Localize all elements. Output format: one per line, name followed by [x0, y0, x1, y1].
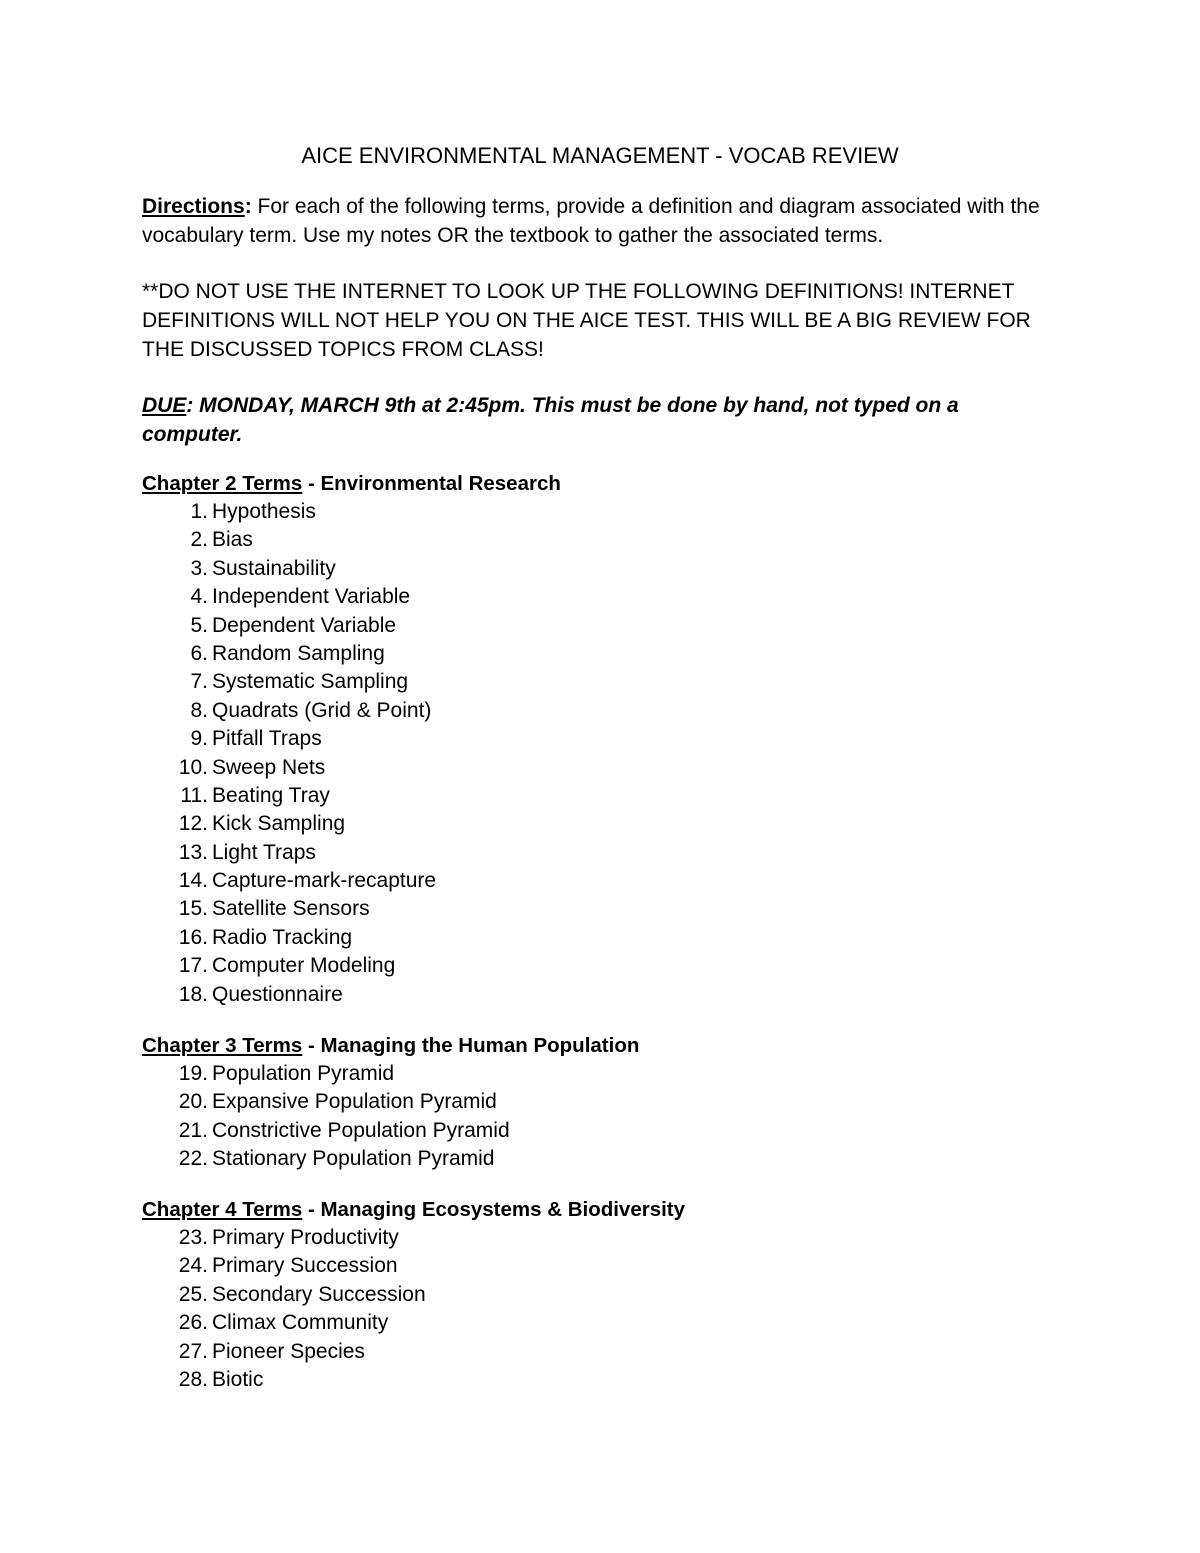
term-number: 19. [178, 1062, 208, 1085]
term-text: Sweep Nets [212, 755, 326, 779]
term-number: 21. [178, 1118, 208, 1142]
term-text: Pioneer Species [212, 1339, 365, 1363]
term-number: 23. [178, 1226, 208, 1249]
chapter-2-heading [142, 470, 561, 498]
term-text: Secondary Succession [212, 1282, 426, 1306]
term-number: 7. [190, 670, 208, 694]
term-number: 11. [180, 783, 208, 807]
term-number: 3. [190, 556, 208, 580]
term-text: Radio Tracking [212, 925, 353, 949]
term-number: 1. [190, 500, 208, 523]
term-text: Stationary Population Pyramid [212, 1147, 495, 1171]
term-text: Expansive Population Pyramid [212, 1090, 497, 1114]
term-number: 16. [178, 925, 208, 949]
term-number: 2. [190, 528, 208, 552]
term-number: 27. [178, 1339, 208, 1363]
term-number: 5. [190, 613, 208, 637]
term-text: Systematic Sampling [212, 670, 409, 694]
due-paragraph [142, 391, 1062, 449]
term-text: Light Traps [212, 840, 316, 864]
term-text: Pitfall Traps [212, 727, 322, 751]
term-number: 24. [178, 1254, 208, 1278]
term-number: 13. [178, 840, 208, 864]
term-text: Capture-mark-recapture [212, 869, 437, 893]
term-text: Primary Succession [212, 1254, 398, 1278]
due-label: DUE [142, 394, 187, 417]
term-number: 18. [178, 982, 208, 1006]
directions-colon: : [244, 195, 252, 218]
chapter-3-heading [142, 1032, 639, 1060]
term-number: 22. [178, 1147, 208, 1171]
term-number: 6. [190, 641, 208, 665]
term-number: 10. [178, 755, 208, 779]
directions-text: For each of the following terms, provide a definition and diagram associated with the vocabulary term. Use my notes OR the textbook to gather the associated terms. [142, 195, 1040, 247]
document-title: AICE ENVIRONMENTAL MANAGEMENT - VOCAB REVIEW [301, 143, 899, 168]
chapter-4-title: - Managing Ecosystems & Biodiversity [302, 1198, 686, 1221]
term-text: Primary Productivity [212, 1226, 399, 1249]
term-text: Bias [212, 528, 253, 552]
chapter-4-heading [142, 1196, 685, 1224]
term-text: Satellite Sensors [212, 897, 370, 921]
term-text: Biotic [212, 1367, 264, 1391]
term-number: 14. [178, 869, 208, 893]
term-number: 8. [190, 698, 208, 722]
term-text: Climax Community [212, 1311, 389, 1335]
term-number: 15. [178, 897, 208, 921]
term-number: 12. [178, 812, 208, 836]
term-number: 17. [178, 954, 208, 978]
term-text: Independent Variable [212, 585, 411, 609]
term-text: Kick Sampling [212, 812, 346, 836]
term-text: Beating Tray [212, 783, 330, 807]
term-text: Population Pyramid [212, 1062, 395, 1085]
term-number: 28. [178, 1367, 208, 1391]
chapter-4-label: Chapter 4 Terms [142, 1198, 303, 1221]
directions-label: Directions [142, 195, 245, 218]
directions-paragraph [142, 192, 1062, 250]
term-number: 26. [178, 1311, 208, 1335]
chapter-3-title: - Managing the Human Population [302, 1034, 640, 1057]
chapter-2-title: - Environmental Research [302, 472, 561, 495]
term-text: Questionnaire [212, 982, 343, 1006]
term-text: Constrictive Population Pyramid [212, 1118, 510, 1142]
term-number: 4. [190, 585, 208, 609]
term-text: Sustainability [212, 556, 336, 580]
warning-paragraph: **DO NOT USE THE INTERNET TO LOOK UP THE FOLLOWING DEFINITIONS! INTERNET DEFINITIONS WILL NOT HELP YOU ON THE AICE TEST. THIS WILL BE A BIG REVIEW FOR THE DISCUSSED TOPICS FROM CLASS! [142, 280, 1031, 361]
chapter-2-label: Chapter 2 Terms [142, 472, 303, 495]
term-number: 25. [178, 1282, 208, 1306]
term-text: Dependent Variable [212, 613, 397, 637]
chapter-3-label: Chapter 3 Terms [142, 1034, 303, 1057]
term-number: 9. [190, 727, 208, 751]
term-text: Random Sampling [212, 641, 385, 665]
due-text: : MONDAY, MARCH 9th at 2:45pm. This must be done by hand, not typed on a computer. [142, 394, 959, 446]
term-text: Quadrats (Grid & Point) [212, 698, 432, 722]
term-text: Hypothesis [212, 500, 316, 523]
term-number: 20. [178, 1090, 208, 1114]
term-text: Computer Modeling [212, 954, 396, 978]
